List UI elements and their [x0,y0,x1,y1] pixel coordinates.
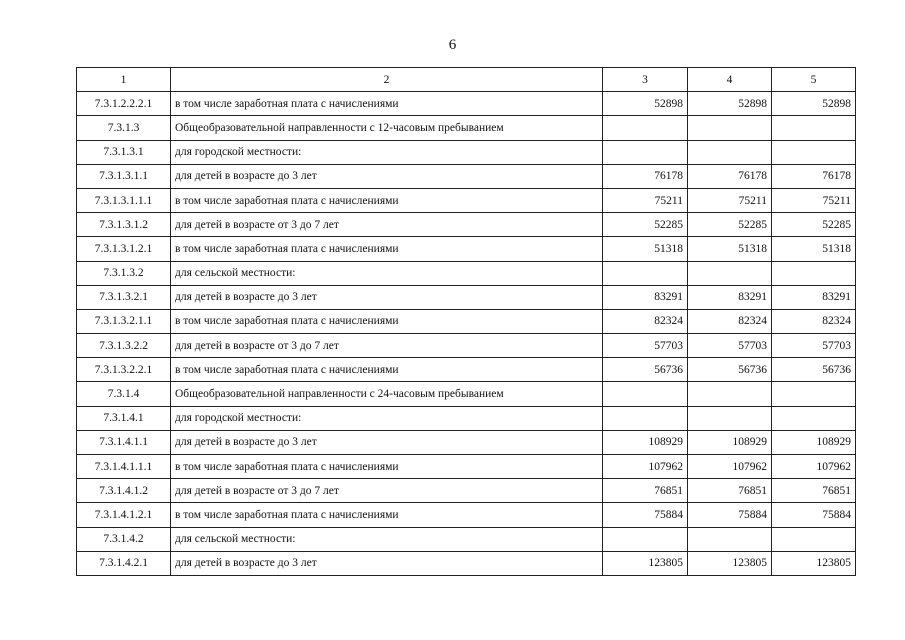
row-description-cell: Общеобразовательной направленности с 24-часовым пребыванием [171,382,603,406]
row-code-cell: 7.3.1.3.2.1.1 [77,309,171,333]
row-value-col5-cell: 123805 [772,551,856,575]
row-value-col5-cell: 75211 [772,188,856,212]
row-description-cell: для детей в возрасте от 3 до 7 лет [171,213,603,237]
row-value-col4-cell [688,382,772,406]
row-code-cell: 7.3.1.4.1.2 [77,479,171,503]
row-description-cell: для детей в возрасте до 3 лет [171,551,603,575]
row-value-col5-cell: 75884 [772,503,856,527]
table-row [77,382,856,406]
row-value-col5-cell [772,261,856,285]
table-row [77,92,856,116]
header-row [77,68,856,92]
row-value-col5-cell: 76851 [772,479,856,503]
row-code-cell: 7.3.1.3.1.2 [77,213,171,237]
row-value-col3-cell [603,261,688,285]
table-row [77,116,856,140]
row-value-col3-cell: 83291 [603,285,688,309]
row-code-cell: 7.3.1.4 [77,382,171,406]
row-value-col5-cell: 83291 [772,285,856,309]
row-value-col4-cell: 108929 [688,430,772,454]
column-header-2: 2 [171,68,603,92]
row-value-col5-cell: 82324 [772,309,856,333]
row-value-col4-cell: 75211 [688,188,772,212]
row-value-col5-cell: 107962 [772,455,856,479]
row-value-col3-cell [603,527,688,551]
row-value-col3-cell [603,406,688,430]
table-row [77,285,856,309]
row-code-cell: 7.3.1.3.1.1.1 [77,188,171,212]
row-value-col4-cell [688,406,772,430]
row-value-col4-cell: 83291 [688,285,772,309]
table-row [77,503,856,527]
row-value-col3-cell: 57703 [603,334,688,358]
row-code-cell: 7.3.1.4.2 [77,527,171,551]
table-row [77,358,856,382]
row-value-col4-cell: 56736 [688,358,772,382]
column-header-5: 5 [772,68,856,92]
row-value-col3-cell [603,382,688,406]
table-row [77,237,856,261]
row-code-cell: 7.3.1.4.1.1.1 [77,455,171,479]
row-value-col3-cell: 76851 [603,479,688,503]
row-value-col4-cell [688,116,772,140]
row-value-col5-cell [772,140,856,164]
row-value-col4-cell [688,140,772,164]
row-value-col5-cell: 57703 [772,334,856,358]
row-description-cell: в том числе заработная плата с начислениями [171,503,603,527]
row-code-cell: 7.3.1.2.2.2.1 [77,92,171,116]
row-value-col3-cell [603,116,688,140]
row-description-cell: для детей в возрасте до 3 лет [171,285,603,309]
row-value-col4-cell: 76851 [688,479,772,503]
row-value-col5-cell [772,116,856,140]
row-code-cell: 7.3.1.4.1 [77,406,171,430]
table-row [77,188,856,212]
row-value-col5-cell: 76178 [772,164,856,188]
row-value-col3-cell: 107962 [603,455,688,479]
row-value-col3-cell: 108929 [603,430,688,454]
row-code-cell: 7.3.1.3.2.2 [77,334,171,358]
row-value-col5-cell: 52898 [772,92,856,116]
row-description-cell: для детей в возрасте до 3 лет [171,430,603,454]
row-value-col4-cell: 52285 [688,213,772,237]
row-value-col4-cell [688,527,772,551]
row-description-cell: для сельской местности: [171,261,603,285]
row-description-cell: в том числе заработная плата с начислениями [171,188,603,212]
row-value-col3-cell: 51318 [603,237,688,261]
column-header-3: 3 [603,68,688,92]
row-value-col3-cell: 52285 [603,213,688,237]
row-value-col5-cell: 56736 [772,358,856,382]
row-value-col3-cell: 76178 [603,164,688,188]
table-row [77,164,856,188]
row-description-cell: для детей в возрасте от 3 до 7 лет [171,334,603,358]
column-header-4: 4 [688,68,772,92]
table-row [77,213,856,237]
table-row [77,430,856,454]
row-value-col4-cell: 107962 [688,455,772,479]
row-value-col3-cell: 75211 [603,188,688,212]
row-value-col4-cell: 51318 [688,237,772,261]
row-value-col5-cell [772,382,856,406]
row-value-col3-cell: 52898 [603,92,688,116]
row-description-cell: в том числе заработная плата с начислениями [171,92,603,116]
row-description-cell: для детей в возрасте до 3 лет [171,164,603,188]
row-value-col3-cell: 82324 [603,309,688,333]
table-row [77,334,856,358]
row-value-col3-cell [603,140,688,164]
row-value-col3-cell: 123805 [603,551,688,575]
row-value-col4-cell: 76178 [688,164,772,188]
table-row [77,455,856,479]
row-code-cell: 7.3.1.3.1.1 [77,164,171,188]
row-value-col3-cell: 75884 [603,503,688,527]
row-code-cell: 7.3.1.3.1.2.1 [77,237,171,261]
row-description-cell: в том числе заработная плата с начислениями [171,358,603,382]
row-code-cell: 7.3.1.4.1.2.1 [77,503,171,527]
row-code-cell: 7.3.1.3.2.2.1 [77,358,171,382]
row-value-col5-cell: 108929 [772,430,856,454]
table-row [77,140,856,164]
page-number: 6 [448,37,457,53]
tariff-table [76,67,856,576]
row-code-cell: 7.3.1.3.1 [77,140,171,164]
row-value-col4-cell: 82324 [688,309,772,333]
row-value-col3-cell: 56736 [603,358,688,382]
row-code-cell: 7.3.1.3.2 [77,261,171,285]
row-description-cell: для городской местности: [171,140,603,164]
row-description-cell: в том числе заработная плата с начислениями [171,237,603,261]
column-header-1: 1 [77,68,171,92]
row-code-cell: 7.3.1.3 [77,116,171,140]
row-value-col5-cell: 52285 [772,213,856,237]
row-value-col4-cell: 57703 [688,334,772,358]
row-code-cell: 7.3.1.3.2.1 [77,285,171,309]
table-row [77,527,856,551]
row-description-cell: для сельской местности: [171,527,603,551]
table-row [77,406,856,430]
table-header [77,68,856,92]
row-value-col5-cell [772,527,856,551]
row-description-cell: Общеобразовательной направленности с 12-часовым пребыванием [171,116,603,140]
row-value-col5-cell: 51318 [772,237,856,261]
table-row [77,261,856,285]
row-description-cell: в том числе заработная плата с начислениями [171,455,603,479]
table-row [77,551,856,575]
row-code-cell: 7.3.1.4.2.1 [77,551,171,575]
row-value-col4-cell: 123805 [688,551,772,575]
row-value-col4-cell: 75884 [688,503,772,527]
row-description-cell: для детей в возрасте от 3 до 7 лет [171,479,603,503]
row-code-cell: 7.3.1.4.1.1 [77,430,171,454]
table-row [77,479,856,503]
row-description-cell: для городской местности: [171,406,603,430]
table-row [77,309,856,333]
table-body [77,92,856,576]
row-value-col5-cell [772,406,856,430]
row-description-cell: в том числе заработная плата с начислениями [171,309,603,333]
row-value-col4-cell: 52898 [688,92,772,116]
row-value-col4-cell [688,261,772,285]
